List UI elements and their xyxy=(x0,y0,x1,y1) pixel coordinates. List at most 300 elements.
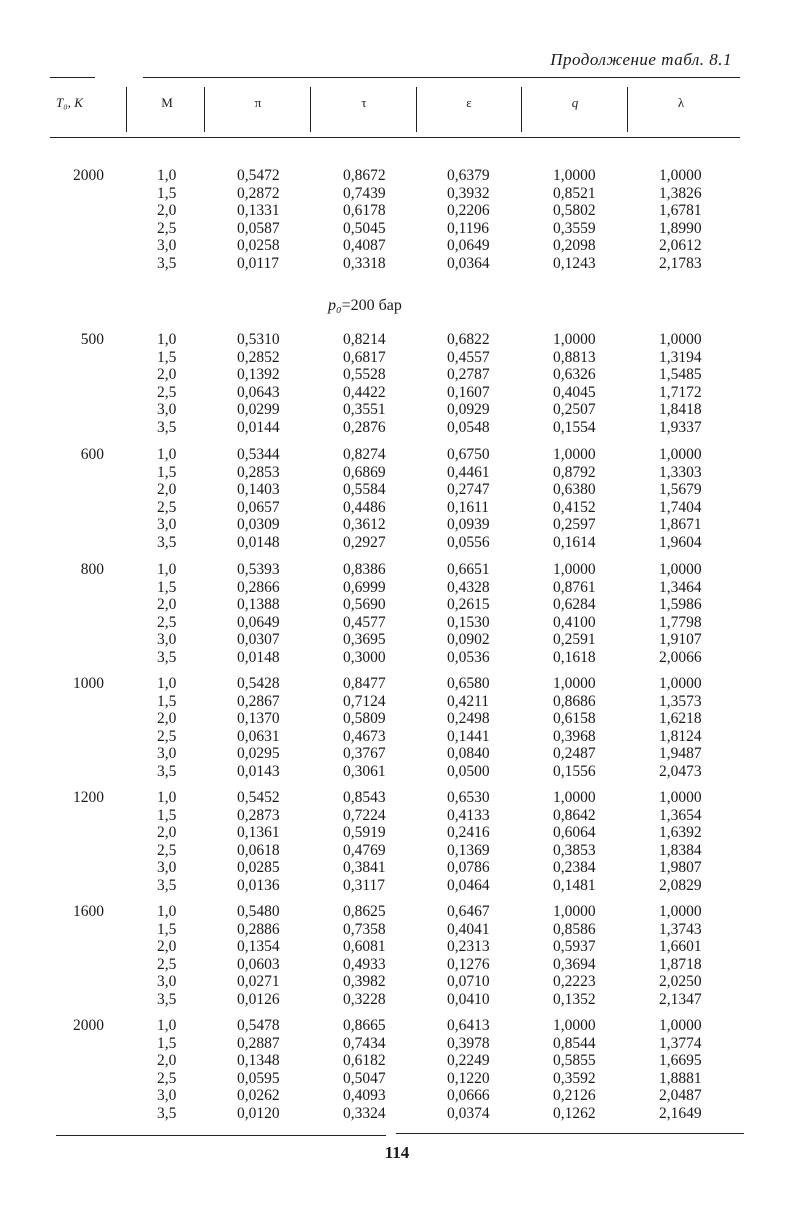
temperature-value: 500 xyxy=(80,331,104,348)
cell-tau: 0,5809 xyxy=(343,710,386,728)
header-tau: τ xyxy=(361,95,367,110)
cell-epsilon: 0,0666 xyxy=(447,1087,490,1105)
cell-tau: 0,4933 xyxy=(343,955,386,973)
cell-mach: 3,5 xyxy=(157,991,177,1008)
cell-pi: 0,2866 xyxy=(237,578,280,596)
cell-pi: 0,0631 xyxy=(237,727,280,745)
cell-q: 0,8686 xyxy=(553,692,596,710)
cell-lambda: 1,0000 xyxy=(659,675,702,692)
cell-pi: 0,0258 xyxy=(237,237,280,255)
cell-pi: 0,1348 xyxy=(237,1052,280,1070)
cell-pi: 0,0144 xyxy=(237,419,280,436)
cell-q: 0,5855 xyxy=(553,1052,596,1070)
cell-epsilon: 0,0548 xyxy=(447,419,490,436)
cell-epsilon: 0,6530 xyxy=(447,789,490,806)
cell-pi: 0,2873 xyxy=(237,806,280,824)
cell-pi: 0,0595 xyxy=(237,1069,280,1087)
cell-pi: 0,5478 xyxy=(237,1017,280,1034)
cell-tau: 0,3228 xyxy=(343,991,386,1008)
cell-q: 0,2098 xyxy=(553,237,596,255)
cell-lambda: 1,8124 xyxy=(659,727,702,745)
cell-epsilon: 0,0786 xyxy=(447,859,490,877)
cell-epsilon: 0,0902 xyxy=(447,631,490,649)
cell-epsilon: 0,1196 xyxy=(447,219,490,237)
cell-pi: 0,0262 xyxy=(237,1087,280,1105)
cell-epsilon: 0,0464 xyxy=(447,877,490,894)
cell-epsilon: 0,0840 xyxy=(447,745,490,763)
cell-q: 0,6326 xyxy=(553,366,596,384)
cell-tau: 0,8386 xyxy=(343,561,386,578)
cell-tau: 0,6081 xyxy=(343,938,386,956)
cell-tau: 0,6999 xyxy=(343,578,386,596)
cell-mach: 2,5 xyxy=(157,841,177,859)
cell-epsilon: 0,6467 xyxy=(447,903,490,920)
cell-epsilon: 0,0556 xyxy=(447,534,490,551)
continuation-caption: Продолжение табл. 8.1 xyxy=(550,50,732,69)
cell-tau: 0,5584 xyxy=(343,481,386,499)
cell-tau: 0,6178 xyxy=(343,202,386,220)
cell-lambda: 1,5485 xyxy=(659,366,702,384)
cell-lambda: 1,5679 xyxy=(659,481,702,499)
cell-mach: 2,5 xyxy=(157,955,177,973)
cell-epsilon: 0,2498 xyxy=(447,710,490,728)
cell-lambda: 1,0000 xyxy=(659,561,702,578)
cell-pi: 0,0618 xyxy=(237,841,280,859)
cell-mach: 1,0 xyxy=(157,1017,177,1034)
cell-epsilon: 0,2206 xyxy=(447,202,490,220)
cell-epsilon: 0,0536 xyxy=(447,649,490,666)
cell-q: 0,1556 xyxy=(553,763,596,780)
cell-pi: 0,5310 xyxy=(237,331,280,348)
cell-q: 0,8642 xyxy=(553,806,596,824)
pressure-value: =200 бар xyxy=(341,297,402,314)
cell-pi: 0,0299 xyxy=(237,401,280,419)
cell-mach: 3,5 xyxy=(157,1105,177,1122)
cell-mach: 3,5 xyxy=(157,649,177,666)
cell-q: 0,8813 xyxy=(553,348,596,366)
cell-q: 0,6380 xyxy=(553,481,596,499)
cell-tau: 0,4422 xyxy=(343,383,386,401)
cell-lambda: 2,0250 xyxy=(659,973,702,991)
header-pi: π xyxy=(254,95,262,110)
cell-epsilon: 0,3932 xyxy=(447,184,490,202)
cell-lambda: 1,3464 xyxy=(659,578,702,596)
column-divider xyxy=(416,87,417,132)
cell-mach: 3,5 xyxy=(157,877,177,894)
cell-mach: 2,5 xyxy=(157,1069,177,1087)
cell-tau: 0,3551 xyxy=(343,401,386,419)
cell-mach: 1,0 xyxy=(157,561,177,578)
cell-q: 1,0000 xyxy=(553,446,596,463)
cell-pi: 0,1403 xyxy=(237,481,280,499)
pressure-symbol: p₀ xyxy=(328,297,342,314)
cell-lambda: 1,6601 xyxy=(659,938,702,956)
cell-epsilon: 0,0939 xyxy=(447,516,490,534)
header-epsilon: ε xyxy=(466,95,472,110)
cell-q: 0,3853 xyxy=(553,841,596,859)
cell-pi: 0,0148 xyxy=(237,649,280,666)
cell-mach: 1,0 xyxy=(157,331,177,348)
cell-pi: 0,2887 xyxy=(237,1034,280,1052)
cell-mach: 2,5 xyxy=(157,383,177,401)
cell-mach: 1,5 xyxy=(157,463,177,481)
cell-tau: 0,5919 xyxy=(343,824,386,842)
cell-mach: 1,0 xyxy=(157,167,177,184)
cell-epsilon: 0,1607 xyxy=(447,383,490,401)
cell-lambda: 1,9487 xyxy=(659,745,702,763)
cell-pi: 0,5472 xyxy=(237,167,280,184)
cell-q: 0,2223 xyxy=(553,973,596,991)
cell-tau: 0,8672 xyxy=(343,167,386,184)
cell-pi: 0,0643 xyxy=(237,383,280,401)
cell-q: 0,3694 xyxy=(553,955,596,973)
cell-mach: 3,0 xyxy=(157,237,177,255)
cell-tau: 0,3324 xyxy=(343,1105,386,1122)
cell-q: 0,4152 xyxy=(553,498,596,516)
cell-q: 1,0000 xyxy=(553,675,596,692)
cell-q: 0,4045 xyxy=(553,383,596,401)
cell-q: 0,8792 xyxy=(553,463,596,481)
cell-tau: 0,7358 xyxy=(343,920,386,938)
cell-mach: 1,0 xyxy=(157,903,177,920)
cell-tau: 0,4577 xyxy=(343,613,386,631)
pressure-subheading xyxy=(328,297,402,315)
cell-lambda: 1,5986 xyxy=(659,596,702,614)
cell-mach: 1,5 xyxy=(157,692,177,710)
cell-tau: 0,8625 xyxy=(343,903,386,920)
cell-mach: 3,5 xyxy=(157,255,177,272)
cell-lambda: 1,3194 xyxy=(659,348,702,366)
cell-lambda: 1,0000 xyxy=(659,903,702,920)
cell-epsilon: 0,0410 xyxy=(447,991,490,1008)
footer-rule-left xyxy=(56,1135,386,1136)
temperature-value: 1200 xyxy=(73,789,104,806)
cell-tau: 0,3061 xyxy=(343,763,386,780)
cell-lambda: 1,8990 xyxy=(659,219,702,237)
cell-tau: 0,7224 xyxy=(343,806,386,824)
cell-epsilon: 0,1441 xyxy=(447,727,490,745)
cell-mach: 1,0 xyxy=(157,675,177,692)
cell-q: 0,8521 xyxy=(553,184,596,202)
cell-epsilon: 0,4211 xyxy=(447,692,490,710)
cell-lambda: 1,8418 xyxy=(659,401,702,419)
temperature-value: 2000 xyxy=(73,167,104,184)
cell-mach: 3,0 xyxy=(157,745,177,763)
column-divider xyxy=(310,87,311,132)
cell-tau: 0,4093 xyxy=(343,1087,386,1105)
cell-epsilon: 0,4133 xyxy=(447,806,490,824)
cell-tau: 0,3695 xyxy=(343,631,386,649)
cell-tau: 0,5047 xyxy=(343,1069,386,1087)
cell-epsilon: 0,4328 xyxy=(447,578,490,596)
cell-q: 0,3968 xyxy=(553,727,596,745)
cell-mach: 3,5 xyxy=(157,534,177,551)
cell-lambda: 1,8671 xyxy=(659,516,702,534)
cell-epsilon: 0,6580 xyxy=(447,675,490,692)
cell-mach: 1,5 xyxy=(157,1034,177,1052)
cell-lambda: 1,8881 xyxy=(659,1069,702,1087)
cell-q: 0,2597 xyxy=(553,516,596,534)
cell-mach: 2,0 xyxy=(157,1052,177,1070)
cell-q: 0,2487 xyxy=(553,745,596,763)
temperature-value: 600 xyxy=(80,446,104,463)
cell-lambda: 1,0000 xyxy=(659,1017,702,1034)
cell-mach: 2,0 xyxy=(157,202,177,220)
cell-q: 1,0000 xyxy=(553,1017,596,1034)
cell-tau: 0,4673 xyxy=(343,727,386,745)
temperature-value: 2000 xyxy=(73,1017,104,1034)
cell-pi: 0,2853 xyxy=(237,463,280,481)
cell-pi: 0,0657 xyxy=(237,498,280,516)
cell-pi: 0,1388 xyxy=(237,596,280,614)
cell-tau: 0,3767 xyxy=(343,745,386,763)
cell-pi: 0,1354 xyxy=(237,938,280,956)
cell-mach: 2,0 xyxy=(157,710,177,728)
cell-epsilon: 0,0649 xyxy=(447,237,490,255)
cell-q: 0,1554 xyxy=(553,419,596,436)
cell-mach: 2,0 xyxy=(157,824,177,842)
header-temperature: T₀, K xyxy=(56,95,83,110)
cell-lambda: 1,6781 xyxy=(659,202,702,220)
cell-lambda: 2,0473 xyxy=(659,763,702,780)
cell-lambda: 1,0000 xyxy=(659,446,702,463)
cell-pi: 0,0587 xyxy=(237,219,280,237)
cell-q: 1,0000 xyxy=(553,331,596,348)
footer-rule-right xyxy=(396,1133,744,1134)
cell-pi: 0,1331 xyxy=(237,202,280,220)
cell-epsilon: 0,4041 xyxy=(447,920,490,938)
cell-epsilon: 0,6413 xyxy=(447,1017,490,1034)
column-divider xyxy=(627,87,628,132)
cell-mach: 1,5 xyxy=(157,920,177,938)
cell-q: 0,5937 xyxy=(553,938,596,956)
cell-pi: 0,0126 xyxy=(237,991,280,1008)
cell-pi: 0,2872 xyxy=(237,184,280,202)
cell-tau: 0,7124 xyxy=(343,692,386,710)
cell-mach: 3,0 xyxy=(157,973,177,991)
cell-pi: 0,0120 xyxy=(237,1105,280,1122)
cell-tau: 0,3612 xyxy=(343,516,386,534)
cell-lambda: 2,0829 xyxy=(659,877,702,894)
cell-epsilon: 0,6750 xyxy=(447,446,490,463)
cell-lambda: 1,0000 xyxy=(659,331,702,348)
cell-q: 0,2507 xyxy=(553,401,596,419)
cell-tau: 0,3117 xyxy=(343,877,386,894)
cell-tau: 0,2927 xyxy=(343,534,386,551)
header-lambda: λ xyxy=(677,95,685,110)
cell-q: 0,2126 xyxy=(553,1087,596,1105)
cell-mach: 3,0 xyxy=(157,516,177,534)
cell-epsilon: 0,2313 xyxy=(447,938,490,956)
cell-lambda: 2,0612 xyxy=(659,237,702,255)
header-bottom-rule xyxy=(50,137,740,138)
cell-q: 0,6158 xyxy=(553,710,596,728)
temperature-value: 800 xyxy=(80,561,104,578)
cell-epsilon: 0,0929 xyxy=(447,401,490,419)
cell-q: 0,4100 xyxy=(553,613,596,631)
cell-mach: 1,5 xyxy=(157,348,177,366)
cell-mach: 1,5 xyxy=(157,578,177,596)
cell-epsilon: 0,2416 xyxy=(447,824,490,842)
cell-mach: 3,5 xyxy=(157,419,177,436)
cell-tau: 0,4486 xyxy=(343,498,386,516)
cell-q: 0,1352 xyxy=(553,991,596,1008)
cell-q: 0,8761 xyxy=(553,578,596,596)
cell-mach: 2,0 xyxy=(157,366,177,384)
cell-tau: 0,6817 xyxy=(343,348,386,366)
header-q: q xyxy=(571,95,579,110)
header-mach: M xyxy=(161,95,173,110)
cell-mach: 2,0 xyxy=(157,596,177,614)
cell-q: 0,6064 xyxy=(553,824,596,842)
cell-lambda: 1,9807 xyxy=(659,859,702,877)
cell-q: 0,8586 xyxy=(553,920,596,938)
cell-epsilon: 0,0710 xyxy=(447,973,490,991)
cell-pi: 0,0295 xyxy=(237,745,280,763)
cell-mach: 3,0 xyxy=(157,631,177,649)
cell-q: 0,2591 xyxy=(553,631,596,649)
cell-epsilon: 0,1276 xyxy=(447,955,490,973)
cell-mach: 3,5 xyxy=(157,763,177,780)
cell-lambda: 1,3573 xyxy=(659,692,702,710)
cell-lambda: 1,6218 xyxy=(659,710,702,728)
cell-epsilon: 0,2615 xyxy=(447,596,490,614)
cell-pi: 0,0307 xyxy=(237,631,280,649)
cell-epsilon: 0,6822 xyxy=(447,331,490,348)
cell-lambda: 1,6695 xyxy=(659,1052,702,1070)
cell-tau: 0,7434 xyxy=(343,1034,386,1052)
cell-epsilon: 0,1369 xyxy=(447,841,490,859)
cell-q: 0,3592 xyxy=(553,1069,596,1087)
cell-mach: 1,0 xyxy=(157,789,177,806)
cell-mach: 1,0 xyxy=(157,446,177,463)
cell-pi: 0,0285 xyxy=(237,859,280,877)
cell-lambda: 1,3303 xyxy=(659,463,702,481)
cell-q: 1,0000 xyxy=(553,903,596,920)
cell-pi: 0,0148 xyxy=(237,534,280,551)
cell-mach: 2,5 xyxy=(157,727,177,745)
cell-q: 0,6284 xyxy=(553,596,596,614)
cell-lambda: 1,9337 xyxy=(659,419,702,436)
cell-q: 1,0000 xyxy=(553,789,596,806)
cell-epsilon: 0,0364 xyxy=(447,255,490,272)
cell-lambda: 1,3774 xyxy=(659,1034,702,1052)
cell-pi: 0,0143 xyxy=(237,763,280,780)
cell-tau: 0,8477 xyxy=(343,675,386,692)
column-divider xyxy=(521,87,522,132)
cell-pi: 0,5344 xyxy=(237,446,280,463)
cell-tau: 0,6182 xyxy=(343,1052,386,1070)
cell-pi: 0,0649 xyxy=(237,613,280,631)
cell-mach: 2,5 xyxy=(157,613,177,631)
cell-epsilon: 0,2787 xyxy=(447,366,490,384)
cell-q: 0,2384 xyxy=(553,859,596,877)
cell-tau: 0,5045 xyxy=(343,219,386,237)
cell-mach: 3,0 xyxy=(157,1087,177,1105)
cell-epsilon: 0,0374 xyxy=(447,1105,490,1122)
cell-mach: 3,0 xyxy=(157,859,177,877)
cell-q: 1,0000 xyxy=(553,561,596,578)
cell-q: 0,1614 xyxy=(553,534,596,551)
cell-pi: 0,2867 xyxy=(237,692,280,710)
cell-lambda: 1,0000 xyxy=(659,789,702,806)
cell-mach: 1,5 xyxy=(157,184,177,202)
cell-tau: 0,8274 xyxy=(343,446,386,463)
cell-pi: 0,5452 xyxy=(237,789,280,806)
cell-lambda: 2,0066 xyxy=(659,649,702,666)
cell-lambda: 1,8718 xyxy=(659,955,702,973)
cell-lambda: 1,7404 xyxy=(659,498,702,516)
cell-mach: 2,0 xyxy=(157,481,177,499)
cell-q: 0,3559 xyxy=(553,219,596,237)
cell-epsilon: 0,1530 xyxy=(447,613,490,631)
cell-pi: 0,5393 xyxy=(237,561,280,578)
cell-pi: 0,2852 xyxy=(237,348,280,366)
cell-lambda: 2,1649 xyxy=(659,1105,702,1122)
cell-q: 0,1243 xyxy=(553,255,596,272)
cell-tau: 0,8665 xyxy=(343,1017,386,1034)
temperature-value: 1600 xyxy=(73,903,104,920)
cell-tau: 0,2876 xyxy=(343,419,386,436)
cell-lambda: 1,9107 xyxy=(659,631,702,649)
cell-pi: 0,1370 xyxy=(237,710,280,728)
cell-lambda: 2,0487 xyxy=(659,1087,702,1105)
cell-lambda: 1,8384 xyxy=(659,841,702,859)
page-number: 114 xyxy=(384,1143,410,1162)
cell-lambda: 1,9604 xyxy=(659,534,702,551)
cell-tau: 0,4087 xyxy=(343,237,386,255)
cell-lambda: 1,7798 xyxy=(659,613,702,631)
cell-mach: 3,0 xyxy=(157,401,177,419)
cell-mach: 2,5 xyxy=(157,498,177,516)
cell-tau: 0,3841 xyxy=(343,859,386,877)
cell-epsilon: 0,0500 xyxy=(447,763,490,780)
cell-lambda: 1,6392 xyxy=(659,824,702,842)
cell-tau: 0,8214 xyxy=(343,331,386,348)
cell-pi: 0,1361 xyxy=(237,824,280,842)
cell-tau: 0,3000 xyxy=(343,649,386,666)
cell-lambda: 1,7172 xyxy=(659,383,702,401)
cell-q: 0,5802 xyxy=(553,202,596,220)
cell-pi: 0,1392 xyxy=(237,366,280,384)
cell-pi: 0,0117 xyxy=(237,255,280,272)
cell-lambda: 2,1347 xyxy=(659,991,702,1008)
header-top-rule-right xyxy=(143,77,740,78)
cell-pi: 0,0136 xyxy=(237,877,280,894)
cell-tau: 0,5528 xyxy=(343,366,386,384)
cell-tau: 0,7439 xyxy=(343,184,386,202)
cell-tau: 0,3982 xyxy=(343,973,386,991)
temperature-value: 1000 xyxy=(73,675,104,692)
cell-tau: 0,8543 xyxy=(343,789,386,806)
cell-q: 0,1262 xyxy=(553,1105,596,1122)
cell-epsilon: 0,1220 xyxy=(447,1069,490,1087)
cell-epsilon: 0,1611 xyxy=(447,498,490,516)
cell-pi: 0,5480 xyxy=(237,903,280,920)
cell-lambda: 2,1783 xyxy=(659,255,702,272)
cell-mach: 2,5 xyxy=(157,219,177,237)
cell-epsilon: 0,3978 xyxy=(447,1034,490,1052)
cell-lambda: 1,3743 xyxy=(659,920,702,938)
cell-epsilon: 0,4557 xyxy=(447,348,490,366)
cell-epsilon: 0,2249 xyxy=(447,1052,490,1070)
cell-pi: 0,0309 xyxy=(237,516,280,534)
cell-q: 0,1618 xyxy=(553,649,596,666)
cell-pi: 0,5428 xyxy=(237,675,280,692)
cell-q: 1,0000 xyxy=(553,167,596,184)
cell-q: 0,8544 xyxy=(553,1034,596,1052)
cell-tau: 0,3318 xyxy=(343,255,386,272)
